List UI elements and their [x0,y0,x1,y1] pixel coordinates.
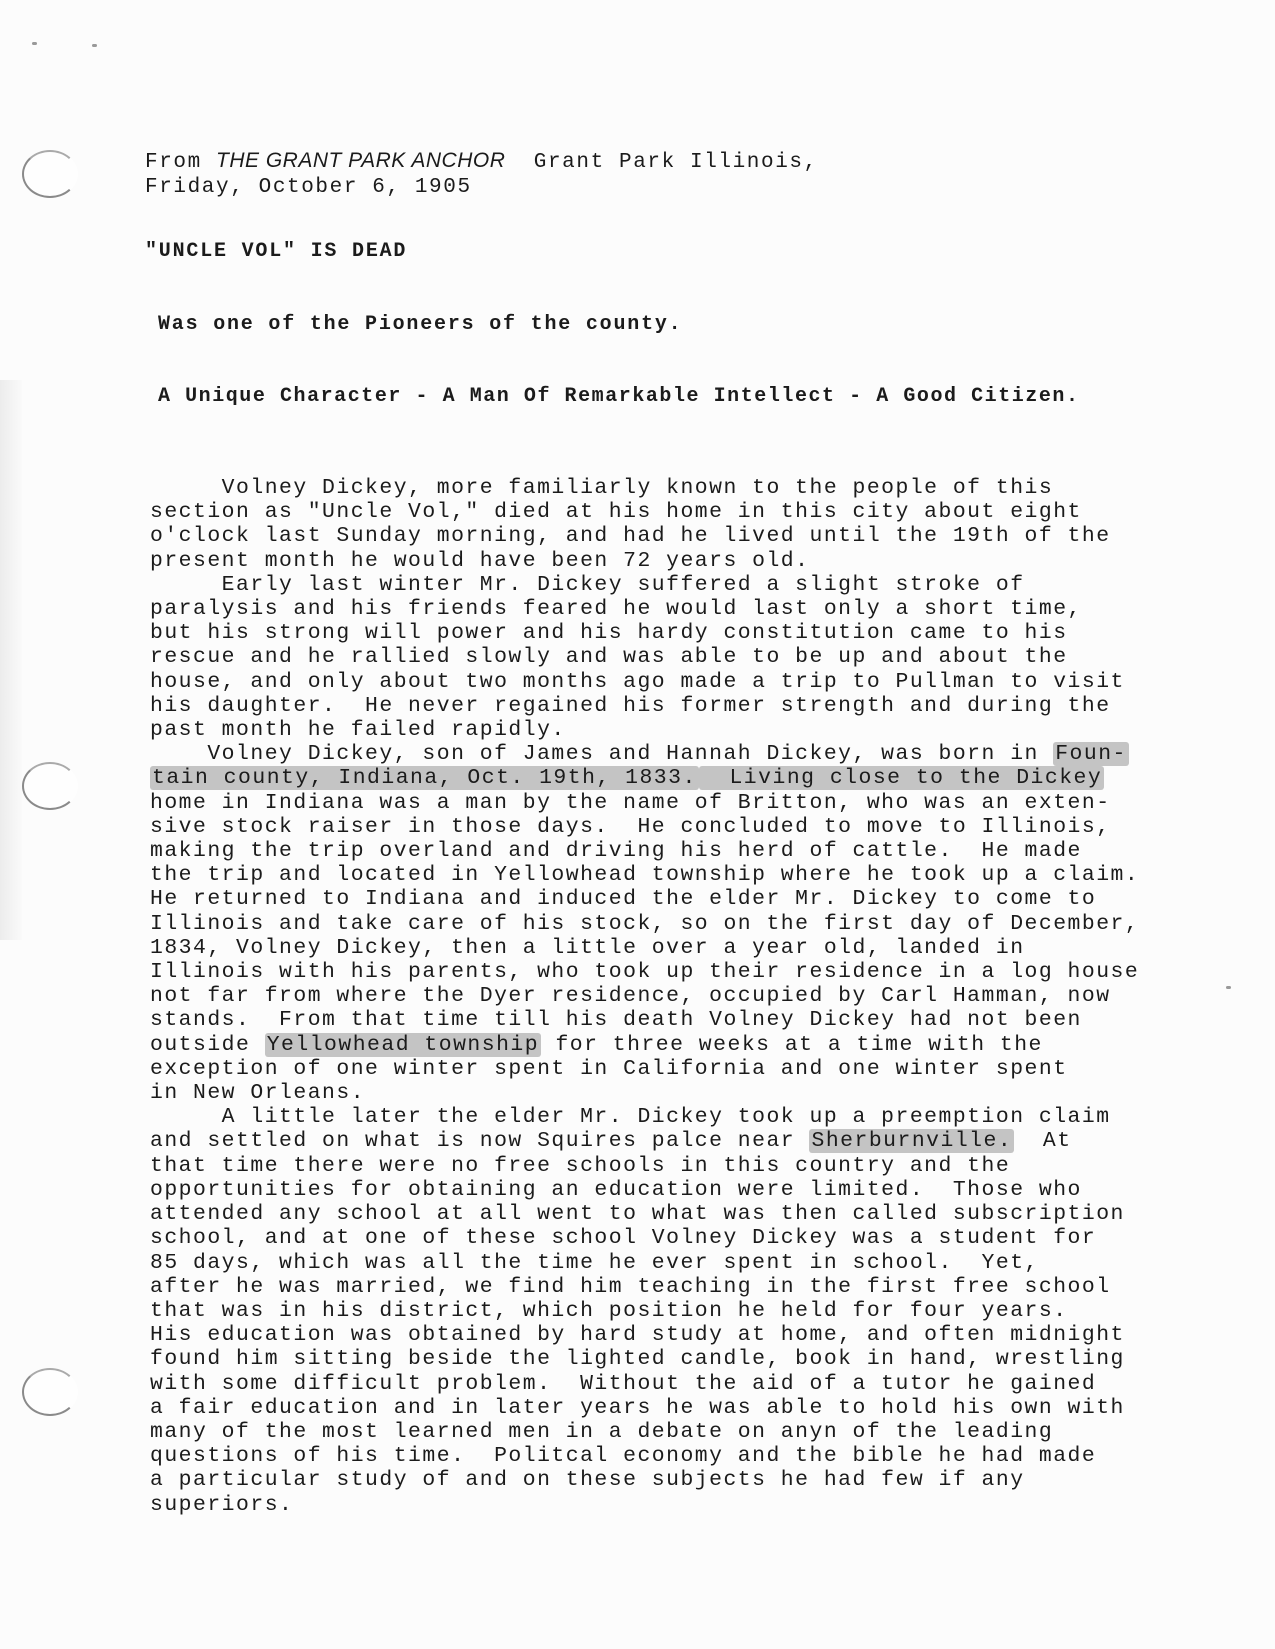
source-date: Friday, October 6, 1905 [145,176,472,199]
subhead-pioneers: Was one of the Pioneers of the county. [158,313,683,336]
line-text: for three weeks at a time with the [541,1032,1043,1057]
article-line: exception of one winter spent in California and one winter spent [150,1056,1068,1081]
article-line: Illinois and take care of his stock, so on the first day of December, [150,911,1140,936]
article-line: paralysis and his friends feared he would last only a short time, [150,597,1082,622]
punch-hole-bottom [22,1368,78,1416]
article-line [150,742,1260,766]
article-line: a fair education and in later years he was able to hold his own with [150,1395,1125,1420]
article-line: a particular study of and on these subjects he had few if any [150,1468,1025,1493]
punch-hole-middle [22,762,78,810]
article-line: stands. From that time till his death Volney Dickey had not been [150,1008,1082,1033]
article-line: questions of his time. Politcal economy and the bible he had made [150,1444,1097,1469]
highlighted-text: Foun- [1055,742,1127,767]
article-line: home in Indiana was a man by the name of Britton, who was an exten- [150,790,1111,815]
article-line [150,766,1260,790]
article-line: that was in his district, which position he held for four years. [150,1298,1068,1323]
article-body [150,476,1260,1517]
article-line: in New Orleans. [150,1081,366,1106]
line-text: outside [150,1032,265,1057]
article-line: sive stock raiser in those days. He concluded to move to Illinois, [150,814,1111,839]
article-line: not far from where the Dyer residence, occupied by Carl Hamman, now [150,984,1111,1009]
punch-hole-top [22,150,78,198]
highlighted-text: Sherburnville. [811,1129,1013,1154]
article-line: present month he would have been 72 years old. [150,548,810,573]
article-line: his daughter. He never regained his former strength and during the [150,693,1111,718]
article-line: many of the most learned men in a debate on anyn of the leading [150,1419,1054,1444]
source-line [145,148,818,200]
article-line: the trip and located in Yellowhead township where he took up a claim. [150,863,1140,888]
highlighted-text: tain county, Indiana, Oct. 19th, 1833. [152,766,697,791]
speck [92,44,97,47]
article-line: o'clock last Sunday morning, and had he lived until the 19th of the [150,524,1111,549]
highlighted-text: Yellowhead township [266,1032,540,1057]
line-text: Volney Dickey, son of James and Hannah Dickey, was born in [150,742,1054,767]
article-line: that time there were no free schools in this country and the [150,1153,1011,1178]
speck [32,42,37,45]
article-line [150,1033,1260,1057]
article-line: His education was obtained by hard study at home, and often midnight [150,1323,1125,1348]
article-line: Illinois with his parents, who took up their residence in a log house [150,960,1140,985]
article-line: section as "Uncle Vol," died at his home in this city about eight [150,500,1082,525]
subhead-character: A Unique Character - A Man Of Remarkable Intellect - A Good Citizen. [158,385,1080,408]
article-line: rescue and he rallied slowly and was able to be up and about the [150,645,1068,670]
page-fold-shadow [0,380,22,940]
article-line: past month he failed rapidly. [150,718,566,743]
article-line: A little later the elder Mr. Dickey took up a preemption claim [150,1105,1111,1130]
source-place: Grant Park Illinois, [533,151,818,174]
article-line: making the trip overland and driving his herd of cattle. He made [150,839,1082,864]
article-line: opportunities for obtaining an education were limited. Those who [150,1177,1082,1202]
article-line: 1834, Volney Dickey, then a little over a year old, landed in [150,935,1025,960]
article-line: Volney Dickey, more familiarly known to the people of this [150,476,1054,500]
from-word: From [145,151,202,174]
article-line: He returned to Indiana and induced the elder Mr. Dickey to come to [150,887,1097,912]
article-line [150,1129,1260,1153]
article-line: found him sitting beside the lighted candle, book in hand, wrestling [150,1347,1125,1372]
article-line: after he was married, we find him teaching in the first free school [150,1274,1111,1299]
article-line: Early last winter Mr. Dickey suffered a slight stroke of [150,572,1025,597]
headline: "UNCLE VOL" IS DEAD [145,240,408,263]
article-line: superiors. [150,1492,294,1517]
line-text: and settled on what is now Squires palce near [150,1129,810,1154]
article-line: house, and only about two months ago made a trip to Pullman to visit [150,669,1125,694]
line-text: At [1014,1129,1072,1154]
article-line: but his strong will power and his hardy constitution came to his [150,621,1068,646]
article-line: school, and at one of these school Volney Dickey was a student for [150,1226,1097,1251]
article-line: with some difficult problem. Without the aid of a tutor he gained [150,1371,1097,1396]
article-line: 85 days, which was all the time he ever spent in school. Yet, [150,1250,1039,1275]
article-line: attended any school at all went to what was then called subscription [150,1202,1125,1227]
newspaper-name: THE GRANT PARK ANCHOR [216,149,506,172]
highlighted-text: Living close to the Dickey [700,766,1103,791]
